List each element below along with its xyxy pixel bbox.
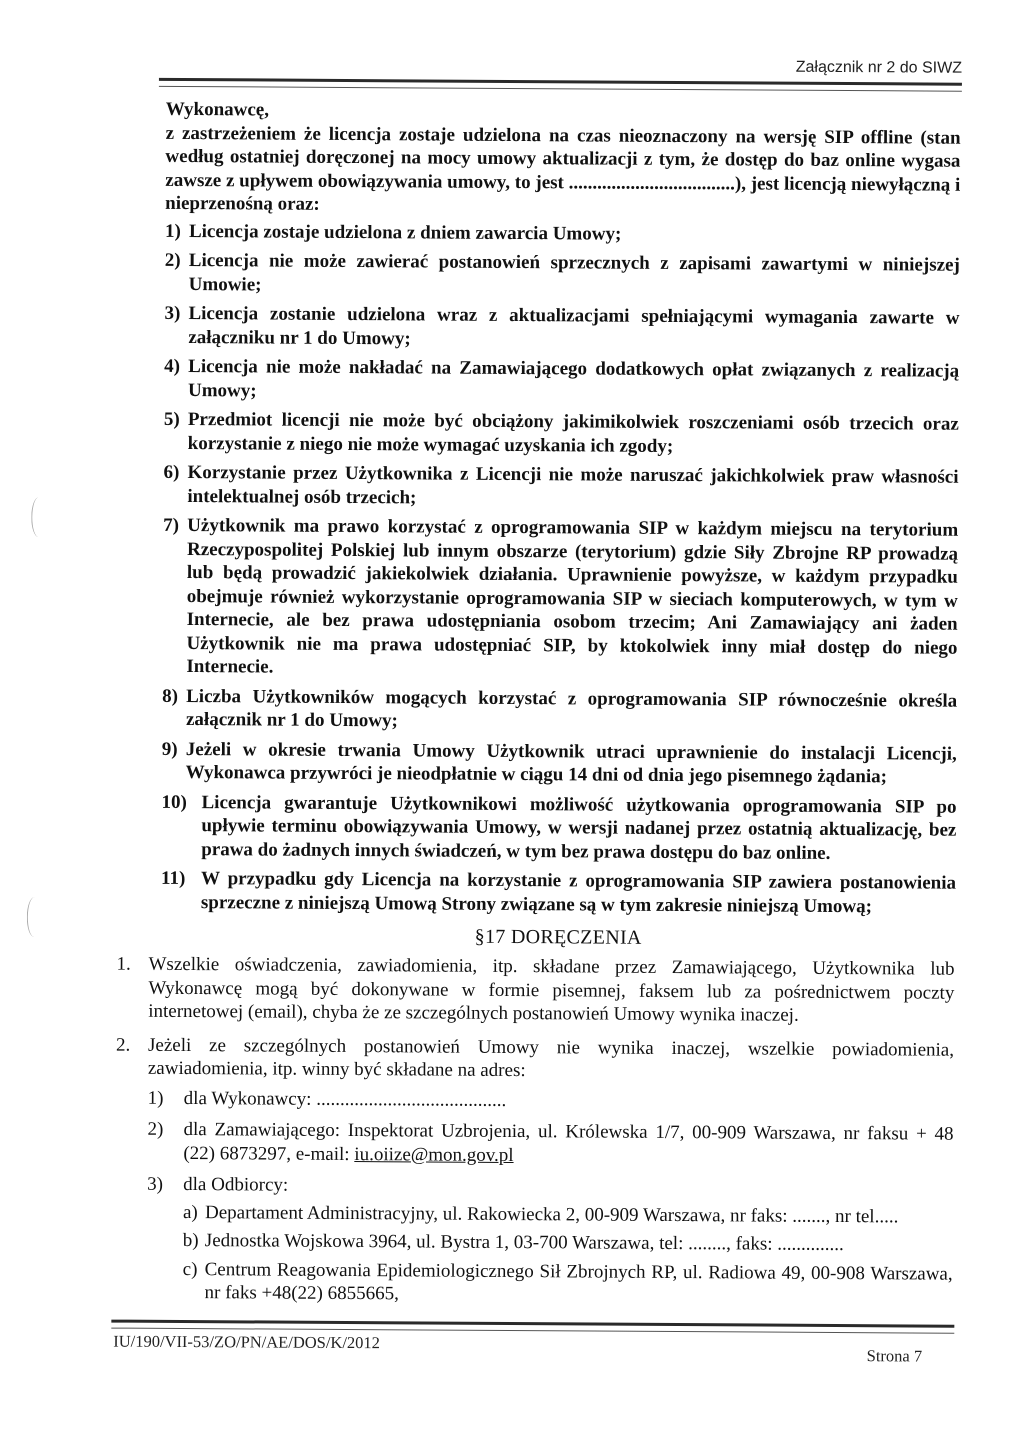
item-number: 1) <box>164 220 181 242</box>
item-number: 8) <box>162 685 179 707</box>
address-text: dla Odbiorcy: <box>183 1174 289 1196</box>
license-list <box>161 219 960 918</box>
email-link[interactable]: iu.oiize@mon.gov.pl <box>354 1143 514 1166</box>
item-text: Licencja nie może nakładać na Zamawiającego dodatkowych opłat związanych z realizacją Umowy; <box>187 356 960 401</box>
list-item <box>164 355 959 407</box>
item-text: Licencja zostanie udzielona wraz z aktualizacjami spełniającymi wymagania zawarte w załączniku nr 1 do Umowy; <box>188 303 960 349</box>
item-text: Korzystanie przez Użytkownika z Licencji nie może naruszać jakichkolwiek praw własności intelektualnej osób trzecich; <box>187 462 959 508</box>
list-item <box>165 219 960 247</box>
item-text: Licencja nie może zawierać postanowień sprzecznych z zapisami zawartymi w niniejszej Umowie; <box>188 250 960 295</box>
list-item <box>162 514 958 683</box>
scan-artifact <box>27 897 42 937</box>
item-letter: b) <box>182 1229 199 1252</box>
item-number: 11) <box>160 867 186 890</box>
item-text: Jeżeli w okresie trwania Umowy Użytkownik utraci uprawnienie do instalacji Licencji, Wykonawca przywróci je nieodpłatnie w ciągu 14 dni od dnia jego pisemnego żądania; <box>185 738 957 788</box>
page-number: Strona 7 <box>866 1346 923 1366</box>
recipient-text: Jednostka Wojskowa 3964, ul. Bystra 1, 03-700 Warszawa, tel: ........, faks: .............. <box>204 1230 844 1256</box>
section-heading: §17 DORĘCZENIA <box>474 925 642 949</box>
item-letter: c) <box>182 1258 198 1280</box>
address-text: dla Zamawiającego: Inspektorat Uzbrojenia, ul. Królewska 1/7, 00-909 Warszawa, nr faksu + 48 (22) 6873297, e-mail: <box>183 1119 954 1165</box>
item-number: 9) <box>161 738 178 760</box>
document-reference: IU/190/VII-53/ZO/PN/AE/DOS/K/2012 <box>113 1331 381 1353</box>
attachment-label: Załącznik nr 2 do SIWZ <box>795 58 963 77</box>
item-text: Użytkownik ma prawo korzystać z oprogramowania SIP w każdym miejscu na terytorium Rzeczypospolitej Polskiej lub innym obszarze (terytorium) gdzie Siły Zbrojne RP prowadzą lub będą prowadzić jakiekolwiek działania. Uprawnienie powyższe, w każdym przypadku obejmuje również wykorzystanie oprogramowania SIP w sieciach komputerowych, w tym w Internecie, ale bez prawa udostępniania osobom trzecim; Ani Zamawiający ani żaden Użytkownik nie ma prawa udostępniać SIP, by ktokolwiek inny miał dostęp do niego Internecie. <box>186 515 959 678</box>
paragraph-text: Jeżeli ze szczególnych postanowień Umowy nie wynika inaczej, wszelkie powiadomienia, zawiadomienia, itp. winny być składane na adres: <box>147 1034 955 1082</box>
item-number: 2) <box>147 1118 164 1140</box>
address-text: dla Wykonawcy: ........................................ <box>183 1087 507 1111</box>
address-item <box>146 1173 953 1309</box>
item-number: 4) <box>164 355 181 377</box>
item-text: Liczba Użytkowników mogących korzystać z oprogramowania SIP równocześnie określa załącznik nr 1 do Umowy; <box>185 685 958 732</box>
list-item <box>161 790 956 865</box>
recipient-item <box>182 1257 952 1309</box>
item-text: W przypadku gdy Licencja na korzystanie z oprogramowania SIP zawiera postanowienia sprzeczne z niniejszą Umową Strony związane są w tym zakresie niniejszą Umową; <box>200 868 957 917</box>
item-text: Licencja gwarantuje Użytkownikowi możliwość użytkowania oprogramowania SIP po upływie terminu obowiązywania Umowy, w wersji nadanej przez ostatnią aktualizację, bez prawa do żadnych innych świadczeń, w tym bez prawa dostępu do baz online. <box>201 791 957 864</box>
list-item <box>164 302 959 354</box>
paragraph <box>116 953 954 1029</box>
recipient-item <box>183 1229 953 1257</box>
recipient-text: Departament Administracyjny, ul. Rakowiecka 2, 00-909 Warszawa, nr faks: ......., nr tel..... <box>204 1201 899 1227</box>
list-item <box>161 867 956 919</box>
header-rule <box>159 78 962 92</box>
paragraph-text: Wszelkie oświadczenia, zawiadomienia, itp. składane przez Zamawiającego, Użytkownika lub Wykonawcę mogą być dokonywane w formie pisemnej, faksem lub za pośrednictwem poczty internetowej (email), chyba że ze szczególnych postanowień Umowy wynika inaczej. <box>148 953 955 1026</box>
item-text: Przedmiot licencji nie może być obciążony jakimikolwiek roszczeniami osób trzecich oraz korzystanie z niego nie może wymagać uzyskania ich zgody; <box>187 409 959 457</box>
recipient-item <box>183 1200 953 1228</box>
paragraph <box>114 1033 954 1309</box>
paragraph-number: 1. <box>116 953 131 975</box>
recipient-text: Centrum Reagowania Epidemiologicznego Sił Zbrojnych RP, ul. Radiowa 49, 00-908 Warszawa, nr faks +48(22) 6855665, <box>204 1258 953 1305</box>
item-number: 3) <box>164 302 181 324</box>
list-item <box>164 408 959 460</box>
list-item <box>165 249 960 301</box>
delivery-section <box>114 953 954 1320</box>
intro-text: z zastrzeżeniem że licencja zostaje udzielona na czas nieoznaczony na wersję SIP offline (stan według ostatniej doręczonej na mocy umowy aktualizacji z tym, że dostęp do baz online wygasa zawsze z upływem obowiązywania umowy, to jest ...................................), jest licencją niewyłączną i nieprzenośną oraz: <box>165 122 961 215</box>
list-item <box>162 737 957 789</box>
item-letter: a) <box>182 1201 198 1223</box>
address-item <box>147 1118 953 1170</box>
item-number: 6) <box>163 461 180 483</box>
item-number: 2) <box>164 249 181 271</box>
scan-artifact <box>31 497 46 537</box>
list-item <box>163 461 958 513</box>
item-number: 7) <box>163 514 180 536</box>
item-number: 5) <box>163 408 180 430</box>
item-text: Licencja zostaje udzielona z dniem zawarcia Umowy; <box>188 220 622 245</box>
intro-line: Wykonawcę, <box>165 98 270 121</box>
address-item <box>148 1086 954 1114</box>
item-number: 10) <box>161 791 187 813</box>
paragraph-number: 2. <box>115 1034 131 1056</box>
item-number: 1) <box>147 1087 164 1109</box>
item-number: 3) <box>147 1173 164 1195</box>
list-item <box>162 684 957 736</box>
license-section <box>161 98 961 964</box>
